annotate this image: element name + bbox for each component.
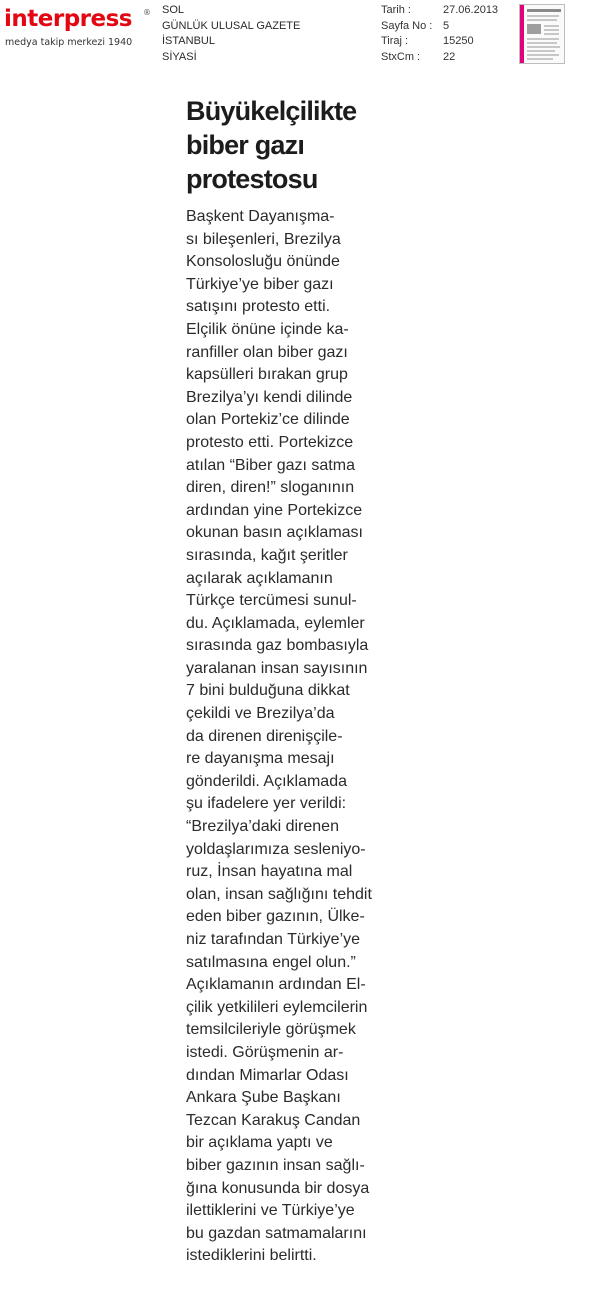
body-line: çilik yetkilileri eylemcilerin: [186, 998, 368, 1016]
publication-section: SİYASİ: [162, 50, 197, 63]
body-line: Türkiye’ye biber gazı: [186, 275, 334, 293]
body-line: atılan “Biber gazı satma: [186, 456, 355, 474]
publication-info: [162, 3, 300, 65]
body-line: re dayanışma mesajı: [186, 750, 335, 768]
body-line: Elçilik önüne içinde ka-: [186, 320, 349, 338]
body-line: ranfiller olan biber gazı: [186, 343, 348, 361]
meta-label: Sayfa No :: [381, 19, 433, 32]
body-line: açılarak açıklamanın: [186, 569, 333, 587]
body-line: yaralanan insan sayısının: [186, 659, 368, 677]
thumbnail-line: [544, 29, 559, 31]
body-line: istediklerini belirtti.: [186, 1247, 317, 1265]
registered-mark: ®: [143, 8, 151, 17]
thumbnail-line: [527, 9, 561, 12]
thumbnail-accent-strip: [520, 5, 524, 63]
body-line: gönderildi. Açıklamada: [186, 772, 347, 790]
logo-wordmark: interpress: [4, 6, 132, 32]
body-line: protesto etti. Portekizce: [186, 433, 354, 451]
body-line: eden biber gazının, Ülke-: [186, 908, 365, 926]
meta-row-circulation: [381, 34, 521, 50]
body-line: 7 bini bulduğuna dikkat: [186, 682, 350, 700]
body-line: satılmasına engel olun.”: [186, 953, 356, 971]
meta-row-page: [381, 19, 521, 35]
headline-line: Büyükelçilikte: [186, 96, 357, 126]
publication-type: GÜNLÜK ULUSAL GAZETE: [162, 19, 301, 32]
meta-label: Tiraj :: [381, 35, 409, 47]
body-line: bu gazdan satmamalarını: [186, 1224, 367, 1242]
body-line: olan, insan sağlığını tehdit: [186, 885, 372, 903]
body-line: yoldaşlarımıza sesleniyo-: [186, 840, 366, 858]
body-line: Konsolosluğu önünde: [186, 253, 340, 271]
body-line: şu ifadelere yer verildi:: [186, 795, 347, 813]
clipping-metadata: [381, 3, 521, 65]
thumbnail-line: [527, 38, 559, 40]
thumbnail-line: [527, 46, 560, 48]
meta-label: StxCm :: [381, 50, 421, 63]
article-headline: [186, 94, 426, 196]
thumbnail-line: [527, 15, 559, 17]
body-line: du. Açıklamada, eylemler: [186, 614, 365, 632]
thumbnail-line: [544, 25, 559, 27]
thumbnail-line: [527, 54, 559, 56]
body-line: niz tarafından Türkiye’ye: [186, 931, 361, 948]
thumbnail-line: [544, 33, 559, 35]
body-line: ardından yine Portekizce: [186, 501, 363, 519]
meta-row-stxcm: [381, 50, 521, 66]
page-thumbnail: [519, 4, 565, 64]
body-line: çekildi ve Brezilya’da: [186, 705, 335, 723]
body-line: olan Portekiz’ce dilinde: [186, 411, 350, 429]
meta-value: 5: [443, 19, 450, 32]
body-line: okunan basın açıklaması: [186, 524, 363, 542]
body-line: istedi. Görüşmenin ar-: [186, 1043, 344, 1061]
body-line: Ankara Şube Başkanı: [186, 1089, 341, 1107]
meta-value: 27.06.2013: [443, 4, 499, 16]
meta-label: Tarih :: [381, 4, 411, 16]
thumbnail-line: [527, 19, 557, 21]
body-line: ruz, İnsan hayatına mal: [186, 863, 353, 881]
publication-name: SOL: [162, 4, 185, 16]
thumbnail-line: [527, 42, 557, 44]
body-line: ilettiklerini ve Türkiye’ye: [186, 1202, 355, 1220]
interpress-logo: [4, 6, 149, 50]
body-line: satışını protesto etti.: [186, 298, 331, 316]
meta-value: 15250: [443, 35, 474, 47]
logo-tagline: medya takip merkezi 1940: [5, 37, 133, 48]
publication-city: İSTANBUL: [162, 35, 215, 47]
body-line: bir açıklama yaptı ve: [186, 1134, 333, 1152]
body-line: Brezilya’yı kendi dilinde: [186, 388, 353, 406]
body-line: diren, diren!” sloganının: [186, 479, 355, 497]
body-line: Başkent Dayanışma-: [186, 208, 335, 225]
body-line: “Brezilya’daki direnen: [186, 818, 339, 836]
body-line: Tezcan Karakuş Candan: [186, 1111, 361, 1129]
thumbnail-image-block: [527, 24, 541, 34]
body-line: biber gazının insan sağlı-: [186, 1156, 365, 1174]
article-body: [186, 206, 416, 1268]
body-line: sırasında, kağıt şeritler: [186, 546, 348, 564]
meta-value: 22: [443, 50, 456, 63]
body-line: ğına konusunda bir dosya: [186, 1179, 370, 1197]
headline-line: biber gazı: [186, 130, 305, 160]
body-line: da direnen direnişçile-: [186, 727, 343, 745]
meta-row-date: [381, 3, 521, 19]
body-line: dından Mimarlar Odası: [186, 1066, 349, 1084]
body-line: temsilcileriyle görüşmek: [186, 1021, 356, 1039]
body-line: sı bileşenleri, Brezilya: [186, 230, 341, 248]
thumbnail-line: [527, 58, 553, 60]
headline-line: protestosu: [186, 164, 318, 194]
thumbnail-line: [527, 50, 555, 52]
body-line: Türkçe tercümesi sunul-: [186, 592, 357, 610]
body-line: sırasında gaz bombasıyla: [186, 637, 369, 655]
body-line: kapsülleri bırakan grup: [186, 366, 348, 384]
body-line: Açıklamanın ardından El-: [186, 976, 366, 994]
